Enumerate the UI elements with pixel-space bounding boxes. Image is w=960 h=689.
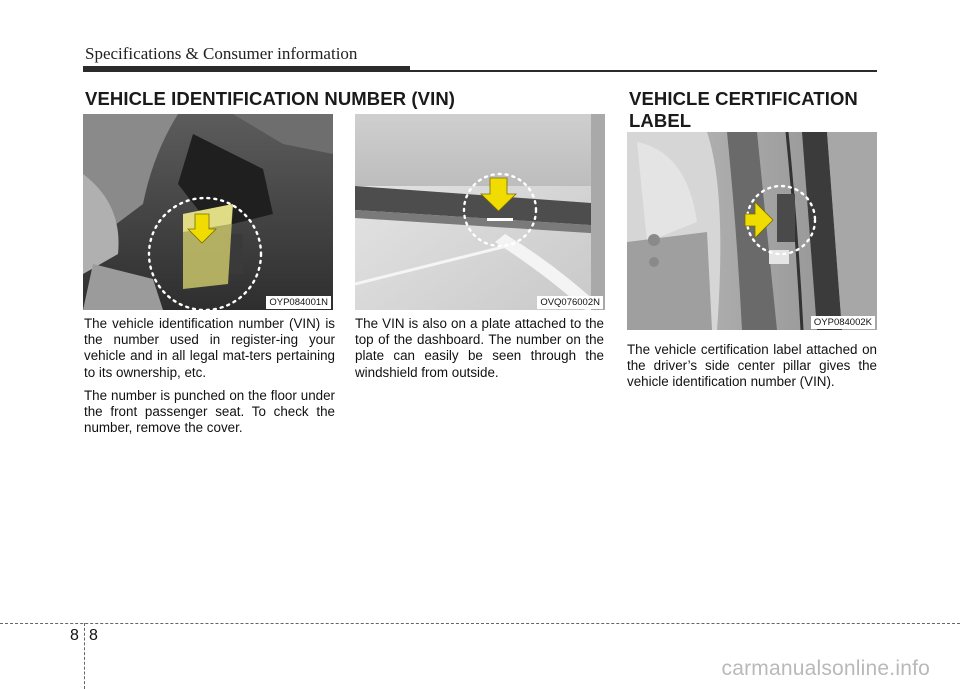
vin-floor-photo — [83, 114, 333, 310]
cert-heading-line2: LABEL — [629, 110, 692, 131]
cert-heading-line1: VEHICLE CERTIFICATION — [629, 88, 858, 109]
vin-section-heading: VEHICLE IDENTIFICATION NUMBER (VIN) — [85, 88, 456, 109]
vin-paragraph-2: The number is punched on the floor under the front passenger seat. To check the number, remove the cover. — [84, 387, 335, 436]
cert-pillar-photo — [627, 132, 877, 330]
photo-code-label: OYP084001N — [266, 296, 331, 309]
cert-section-heading — [629, 88, 858, 132]
section-number: 8 — [70, 627, 79, 644]
photo-code-label: OYP084002K — [811, 316, 875, 329]
cert-paragraph-1: The vehicle certification label attached on the driver’s side center pillar gives the vehicle identification number (VIN). — [627, 342, 877, 390]
vin-paragraph-1: The vehicle identification number (VIN) is the number used in register-ing your vehicle and in all legal mat-ters pertaining to its ownership, etc. — [84, 316, 335, 380]
cert-column-text — [627, 342, 877, 398]
header-rule-thick — [83, 66, 410, 72]
watermark-text: carmanualsonline.info — [721, 657, 930, 680]
page-number: 8 — [89, 627, 98, 644]
photo-code-label: OVQ076002N — [537, 296, 603, 309]
footer-rule — [0, 623, 960, 624]
vin-paragraph-3: The VIN is also on a plate attached to the top of the dashboard. The number on the plate can easily be seen through the windshield from outside. — [355, 316, 604, 380]
vin-column1-text — [84, 316, 335, 443]
header-rule-thin — [410, 70, 877, 72]
footer-vertical-rule — [84, 623, 85, 689]
vin-windshield-photo — [355, 114, 605, 310]
running-header-title: Specifications & Consumer information — [85, 44, 358, 63]
vin-column2-text — [355, 316, 604, 388]
